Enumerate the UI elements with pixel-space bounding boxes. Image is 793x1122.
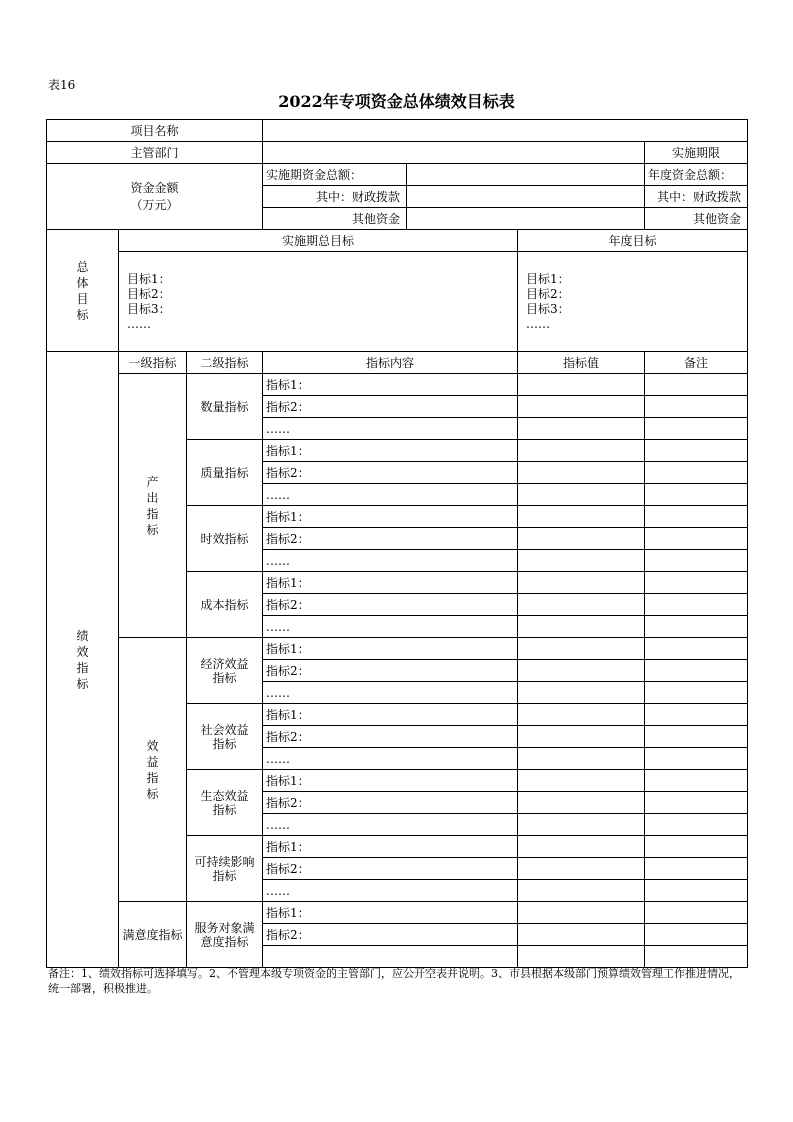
col-value: 指标值: [518, 352, 645, 374]
indicator-row[interactable]: [263, 946, 518, 968]
year-goal-field[interactable]: [518, 252, 748, 352]
cost-indicator-label: 成本指标: [187, 572, 263, 638]
output-indicator-label: 产出指标: [119, 374, 187, 638]
value-cell[interactable]: [518, 418, 645, 440]
remark-cell[interactable]: [645, 484, 748, 506]
value-cell[interactable]: [518, 462, 645, 484]
value-cell[interactable]: [518, 572, 645, 594]
total-funds-label: 实施期资金总额：: [263, 164, 407, 186]
indicator-row[interactable]: 指标2：: [263, 858, 518, 880]
indicator-row[interactable]: ……: [263, 484, 518, 506]
economic-indicator-label: 经济效益指标: [187, 638, 263, 704]
remark-cell[interactable]: [645, 594, 748, 616]
indicator-row[interactable]: 指标2：: [263, 924, 518, 946]
col-remark: 备注: [645, 352, 748, 374]
remark-cell[interactable]: [645, 704, 748, 726]
value-cell[interactable]: [518, 506, 645, 528]
remark-cell[interactable]: [645, 660, 748, 682]
perf-side-label: 绩效指标: [47, 352, 119, 968]
social-indicator-label: 社会效益指标: [187, 704, 263, 770]
timeliness-indicator-label: 时效指标: [187, 506, 263, 572]
indicator-row[interactable]: ……: [263, 880, 518, 902]
value-cell[interactable]: [518, 880, 645, 902]
remark-cell[interactable]: [645, 924, 748, 946]
benefit-indicator-label: 效益指标: [119, 638, 187, 902]
funds-label: [47, 164, 263, 230]
remark-cell[interactable]: [645, 440, 748, 462]
goal-line: 目标1：: [526, 271, 570, 286]
value-cell[interactable]: [518, 902, 645, 924]
remark-cell[interactable]: [645, 638, 748, 660]
page-title: 2022年专项资金总体绩效目标表: [278, 92, 515, 111]
remark-cell[interactable]: [645, 770, 748, 792]
dept-label: 主管部门: [47, 142, 263, 164]
value-cell[interactable]: [518, 638, 645, 660]
funds-title: 资金金额: [130, 180, 179, 195]
value-cell[interactable]: [518, 726, 645, 748]
remark-cell[interactable]: [645, 792, 748, 814]
remark-cell[interactable]: [645, 506, 748, 528]
quantity-indicator-label: 数量指标: [187, 374, 263, 440]
remark-cell[interactable]: [645, 528, 748, 550]
indicator-row[interactable]: 指标2：: [263, 594, 518, 616]
goal-line: 目标2：: [127, 286, 171, 301]
remark-cell[interactable]: [645, 748, 748, 770]
fiscal-field[interactable]: [407, 186, 645, 208]
remark-cell[interactable]: [645, 902, 748, 924]
indicator-row[interactable]: 指标1：: [263, 506, 518, 528]
indicator-row[interactable]: 指标1：: [263, 374, 518, 396]
indicator-row[interactable]: ……: [263, 814, 518, 836]
value-cell[interactable]: [518, 924, 645, 946]
remark-cell[interactable]: [645, 374, 748, 396]
fiscal-label: 其中：财政拨款: [263, 186, 407, 208]
value-cell[interactable]: [518, 396, 645, 418]
indicator-row[interactable]: 指标2：: [263, 660, 518, 682]
service-satisfaction-indicator-label: 服务对象满意度指标: [187, 902, 263, 968]
goal-line: ……: [526, 316, 551, 331]
indicator-row[interactable]: 指标2：: [263, 726, 518, 748]
value-cell[interactable]: [518, 770, 645, 792]
goal-line: 目标3：: [526, 301, 570, 316]
value-cell[interactable]: [518, 836, 645, 858]
remark-cell[interactable]: [645, 858, 748, 880]
value-cell[interactable]: [518, 814, 645, 836]
ecological-indicator-label: 生态效益指标: [187, 770, 263, 836]
remark-cell[interactable]: [645, 396, 748, 418]
indicator-row[interactable]: 指标1：: [263, 770, 518, 792]
remark-cell[interactable]: [645, 726, 748, 748]
col-content: 指标内容: [263, 352, 518, 374]
remark-cell[interactable]: [645, 462, 748, 484]
indicator-row[interactable]: 指标1：: [263, 836, 518, 858]
remark-cell[interactable]: [645, 418, 748, 440]
total-funds-field[interactable]: [407, 164, 645, 186]
remark-cell[interactable]: [645, 814, 748, 836]
project-name-field[interactable]: [263, 120, 748, 142]
indicator-row[interactable]: 指标2：: [263, 792, 518, 814]
remark-cell[interactable]: [645, 572, 748, 594]
indicator-row[interactable]: 指标2：: [263, 528, 518, 550]
indicator-row[interactable]: ……: [263, 748, 518, 770]
period-label: 实施期限: [645, 142, 748, 164]
indicator-row[interactable]: 指标1：: [263, 902, 518, 924]
funds-unit: （万元）: [130, 197, 179, 212]
goal-line: 目标1：: [127, 271, 171, 286]
value-cell[interactable]: [518, 682, 645, 704]
sustainable-indicator-label: 可持续影响指标: [187, 836, 263, 902]
period-goal-field[interactable]: [119, 252, 518, 352]
col-level2: 二级指标: [187, 352, 263, 374]
dept-field[interactable]: [263, 142, 645, 164]
indicator-row[interactable]: 指标1：: [263, 440, 518, 462]
indicator-row[interactable]: 指标1：: [263, 638, 518, 660]
indicator-row[interactable]: ……: [263, 550, 518, 572]
year-goal-header: 年度目标: [518, 230, 748, 252]
indicator-row[interactable]: 指标2：: [263, 396, 518, 418]
project-name-label: 项目名称: [47, 120, 263, 142]
col-level1: 一级指标: [119, 352, 187, 374]
value-cell[interactable]: [518, 946, 645, 968]
value-cell[interactable]: [518, 374, 645, 396]
goal-line: ……: [127, 316, 151, 331]
value-cell[interactable]: [518, 748, 645, 770]
value-cell[interactable]: [518, 528, 645, 550]
satisfaction-indicator-label: 满意度指标: [119, 902, 187, 968]
value-cell[interactable]: [518, 440, 645, 462]
other-funds-label: 其他资金: [263, 208, 407, 230]
quality-indicator-label: 质量指标: [187, 440, 263, 506]
value-cell[interactable]: [518, 594, 645, 616]
footnote: 备注：1、绩效指标可选择填写。2、不管理本级专项资金的主管部门，应公开空表并说明。3、市县根据本级部门预算绩效管理工作推进情况，统一部署，积极推进。: [48, 967, 740, 995]
indicator-row[interactable]: ……: [263, 616, 518, 638]
year-funds-label: 年度资金总额：: [645, 164, 748, 186]
remark-cell[interactable]: [645, 682, 748, 704]
value-cell[interactable]: [518, 616, 645, 638]
remark-cell[interactable]: [645, 880, 748, 902]
table-number: 表16: [48, 78, 76, 92]
performance-target-form: [46, 119, 748, 968]
value-cell[interactable]: [518, 704, 645, 726]
value-cell[interactable]: [518, 550, 645, 572]
indicator-row[interactable]: ……: [263, 418, 518, 440]
year-other-funds-label: 其他资金: [645, 208, 748, 230]
period-goal-header: 实施期总目标: [119, 230, 518, 252]
value-cell[interactable]: [518, 858, 645, 880]
value-cell[interactable]: [518, 660, 645, 682]
overall-goal-side-label: 总体目标: [47, 230, 119, 352]
value-cell[interactable]: [518, 792, 645, 814]
value-cell[interactable]: [518, 484, 645, 506]
goal-line: 目标2：: [526, 286, 570, 301]
other-funds-field[interactable]: [407, 208, 645, 230]
goal-line: 目标3：: [127, 301, 171, 316]
remark-cell[interactable]: [645, 550, 748, 572]
remark-cell[interactable]: [645, 836, 748, 858]
indicator-row[interactable]: 指标1：: [263, 572, 518, 594]
indicator-row[interactable]: 指标2：: [263, 462, 518, 484]
year-fiscal-label: 其中：财政拨款: [645, 186, 748, 208]
indicator-row[interactable]: ……: [263, 682, 518, 704]
remark-cell[interactable]: [645, 616, 748, 638]
indicator-row[interactable]: 指标1：: [263, 704, 518, 726]
remark-cell[interactable]: [645, 946, 748, 968]
